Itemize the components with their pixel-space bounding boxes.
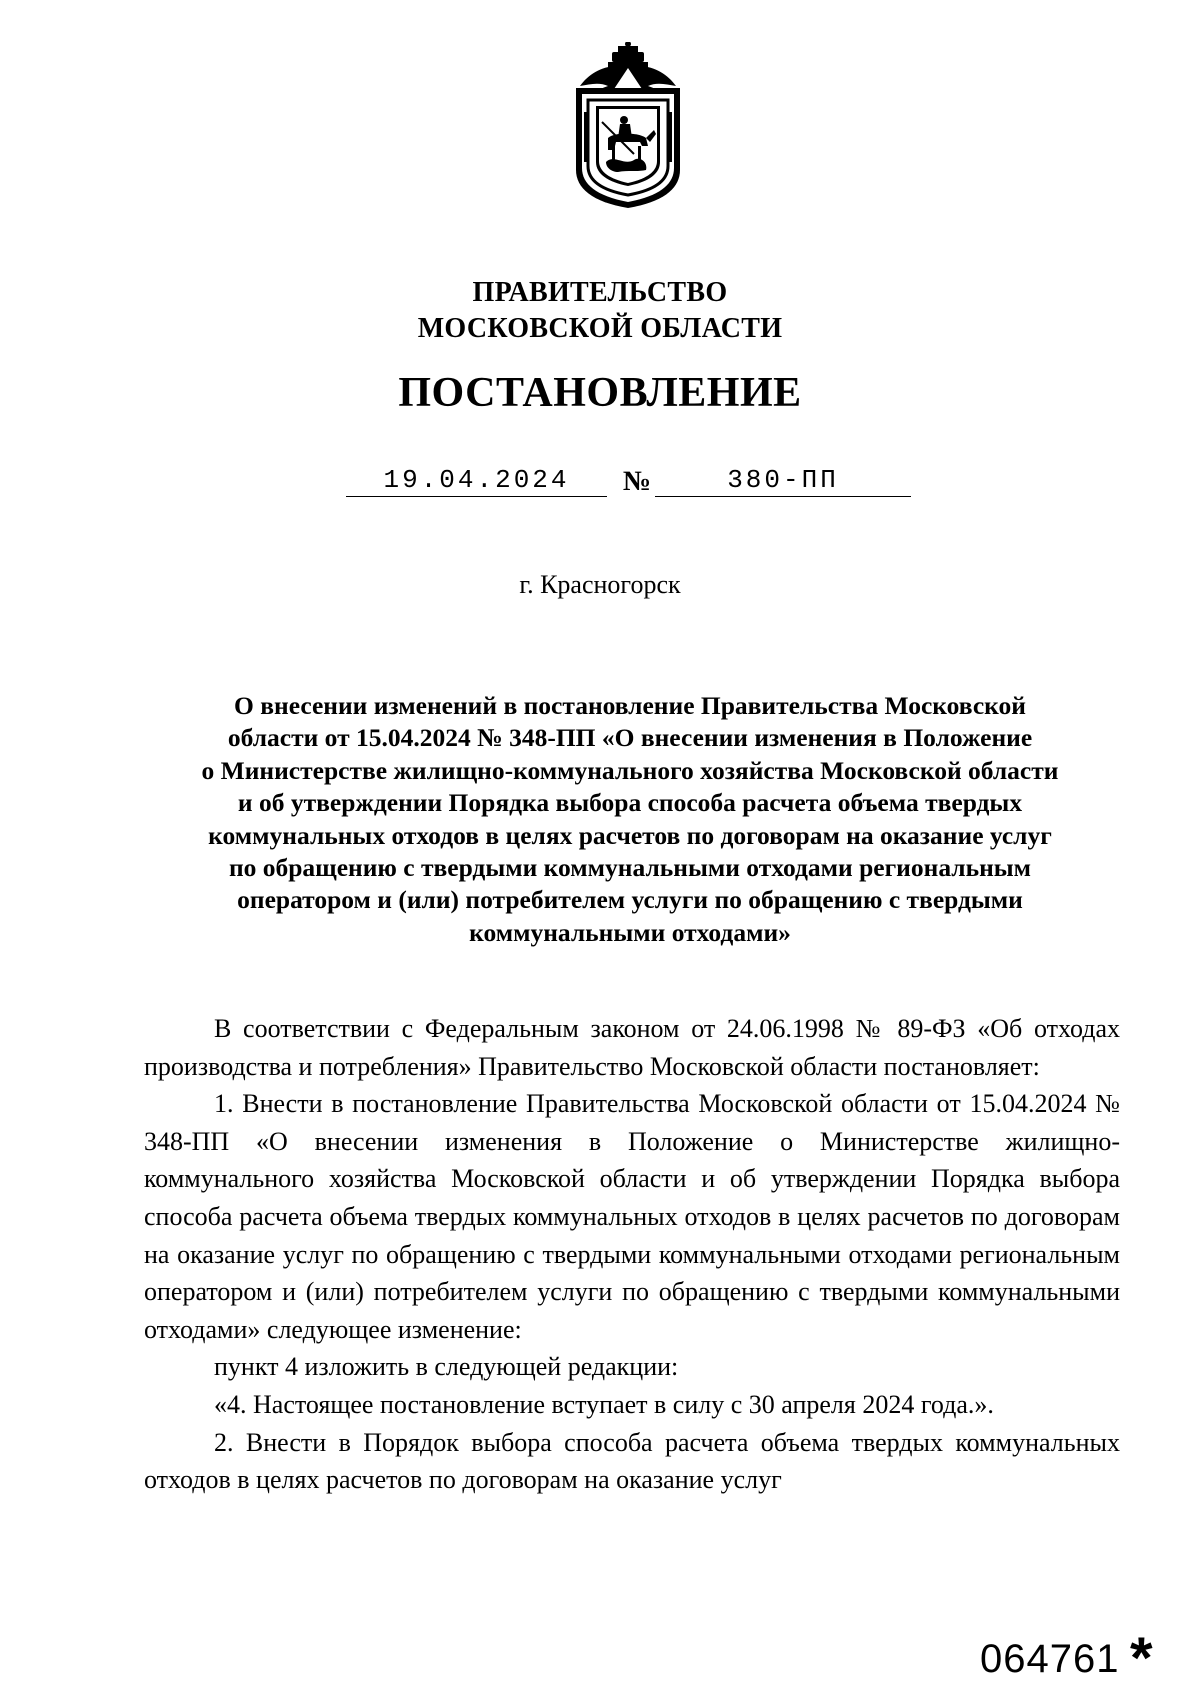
asterisk-mark: * xyxy=(1130,1626,1153,1691)
resolution-title xyxy=(140,690,1120,949)
serial-number: 064761 xyxy=(980,1637,1120,1681)
city-name: г. Красногорск xyxy=(519,570,681,599)
paragraph-preamble: В соответствии с Федеральным законом от 24.06.1998 № 89-ФЗ «Об отходах производства и потребления» Правительство Московской области постановляет: xyxy=(144,1014,1120,1081)
title-line: коммунальных отходов в целях расчетов по договорам на оказание услуг xyxy=(208,820,1052,850)
document-type-title: ПОСТАНОВЛЕНИЕ xyxy=(398,370,802,416)
coat-of-arms-icon xyxy=(568,42,688,212)
government-name-line2: МОСКОВСКОЙ ОБЛАСТИ xyxy=(417,313,783,344)
title-line: по обращению с твердыми коммунальными отходами региональным xyxy=(228,853,1032,883)
paragraph-item-1-instruction: пункт 4 изложить в следующей редакции: xyxy=(214,1352,679,1382)
title-line: коммунальными отходами» xyxy=(469,917,791,947)
title-line: оператором и (или) потребителем услуги по обращению с твердыми xyxy=(237,885,1023,915)
title-line: области от 15.04.2024 № 348-ПП «О внесении изменения в Положение xyxy=(227,723,1033,753)
paragraph-item-2: 2. Внести в Порядок выбора способа расчета объема твердых коммунальных отходов в целях расчетов по договорам на оказание услуг xyxy=(144,1427,1120,1495)
government-name-line1: ПРАВИТЕЛЬСТВО xyxy=(472,277,728,308)
document-number: 380-ПП xyxy=(655,464,911,497)
document-body xyxy=(144,1010,1120,1499)
document-date: 19.04.2024 xyxy=(346,464,607,497)
number-sign: № xyxy=(622,466,652,497)
title-line: и об утверждении Порядка выбора способа расчета объема твердых xyxy=(237,788,1023,818)
paragraph-item-1: 1. Внести в постановление Правительства Московской области от 15.04.2024 № 348-ПП «О внесении изменения в Положение о Министерстве жилищно-коммунального хозяйства Московской области и об утверждении Порядка выбора способа расчета объема твердых коммунальных отходов в целях расчетов по договорам на оказание услуг по обращению с твердыми коммунальными отходами региональным оператором и (или) потребителем услуги по обращению с твердыми коммунальными отходами» следующее изменение: xyxy=(144,1089,1120,1344)
title-line: О внесении изменений в постановление Правительства Московской xyxy=(234,691,1026,720)
paragraph-item-1-quote: «4. Настоящее постановление вступает в силу с 30 апреля 2024 года.». xyxy=(214,1389,994,1419)
title-line: о Министерстве жилищно-коммунального хозяйства Московской области xyxy=(201,755,1059,785)
